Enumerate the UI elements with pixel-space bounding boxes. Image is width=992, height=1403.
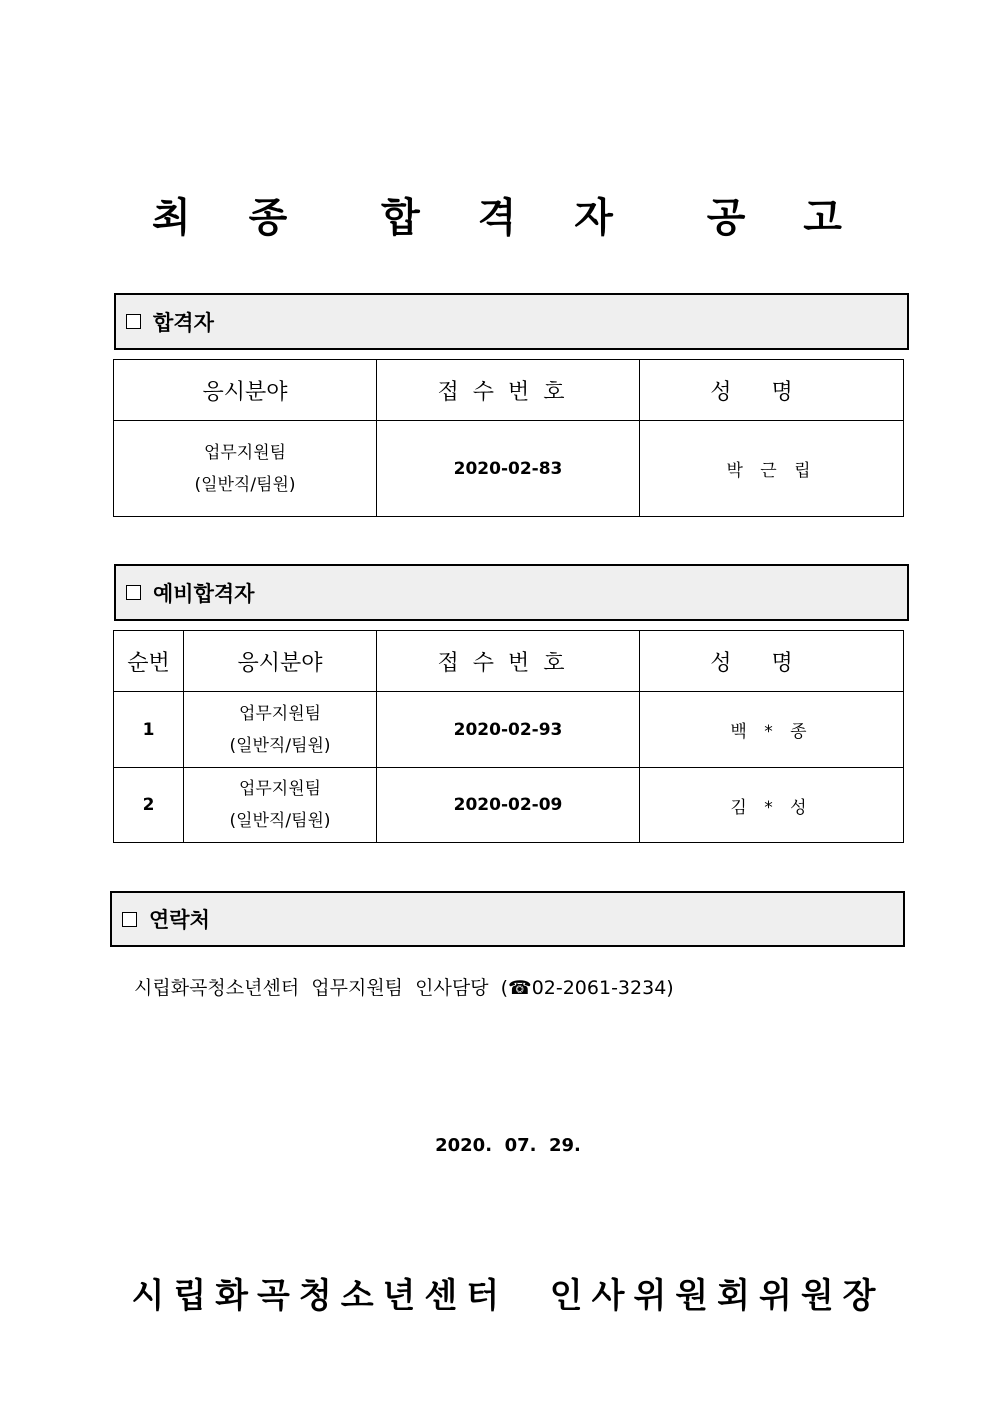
column-header-field: 응시분야 bbox=[184, 631, 377, 692]
seq-cell: 1 bbox=[114, 692, 184, 768]
contact-info: 시립화곡청소년센터 업무지원팀 인사담당 (☎02-2061-3234) bbox=[134, 977, 674, 999]
seq-cell: 2 bbox=[114, 768, 184, 843]
checkbox-icon bbox=[126, 314, 141, 329]
field-team: 업무지원팀 bbox=[203, 442, 287, 463]
announcement-date: 2020. 07. 29. bbox=[435, 1135, 581, 1156]
field-team: 업무지원팀 bbox=[238, 703, 322, 724]
table-header-row bbox=[114, 631, 904, 692]
table-row bbox=[114, 768, 904, 843]
receipt-number: 2020-02-83 bbox=[377, 421, 640, 517]
section-label: 연락처 bbox=[149, 908, 210, 932]
column-header-seq: 순번 bbox=[114, 631, 184, 692]
field-position: (일반직/팀원) bbox=[194, 474, 296, 495]
column-header-field: 응시분야 bbox=[114, 360, 377, 421]
passed-table bbox=[113, 359, 904, 517]
field-cell bbox=[184, 768, 377, 843]
field-team: 업무지원팀 bbox=[238, 779, 322, 799]
receipt-number: 2020-02-09 bbox=[377, 768, 640, 843]
page-title: 최 종 합 격 자 공 고 bbox=[152, 195, 864, 241]
section-label: 예비합격자 bbox=[153, 581, 255, 606]
column-header-name: 성명 bbox=[640, 360, 904, 421]
table-row bbox=[114, 421, 904, 517]
field-cell bbox=[114, 421, 377, 517]
applicant-name: 김 * 성 bbox=[640, 768, 904, 843]
table-row bbox=[114, 692, 904, 768]
section-header-passed bbox=[114, 293, 909, 350]
column-header-number: 접수번호 bbox=[377, 360, 640, 421]
checkbox-icon bbox=[122, 912, 137, 927]
table-header-row bbox=[114, 360, 904, 421]
section-label: 합격자 bbox=[153, 310, 214, 335]
column-header-name: 성명 bbox=[640, 631, 904, 692]
checkbox-icon bbox=[126, 585, 141, 600]
field-cell bbox=[184, 692, 377, 768]
field-position: (일반직/팀원) bbox=[229, 735, 331, 756]
field-position: (일반직/팀원) bbox=[229, 811, 331, 831]
receipt-number: 2020-02-93 bbox=[377, 692, 640, 768]
section-header-contact bbox=[110, 891, 905, 947]
applicant-name: 백 * 종 bbox=[640, 692, 904, 768]
reserve-table bbox=[113, 630, 904, 843]
issuing-organization: 시립화곡청소년센터 인사위원회위원장 bbox=[131, 1276, 885, 1316]
section-header-reserve bbox=[114, 564, 909, 621]
applicant-name: 박 근 립 bbox=[640, 421, 904, 517]
column-header-number: 접수번호 bbox=[377, 631, 640, 692]
